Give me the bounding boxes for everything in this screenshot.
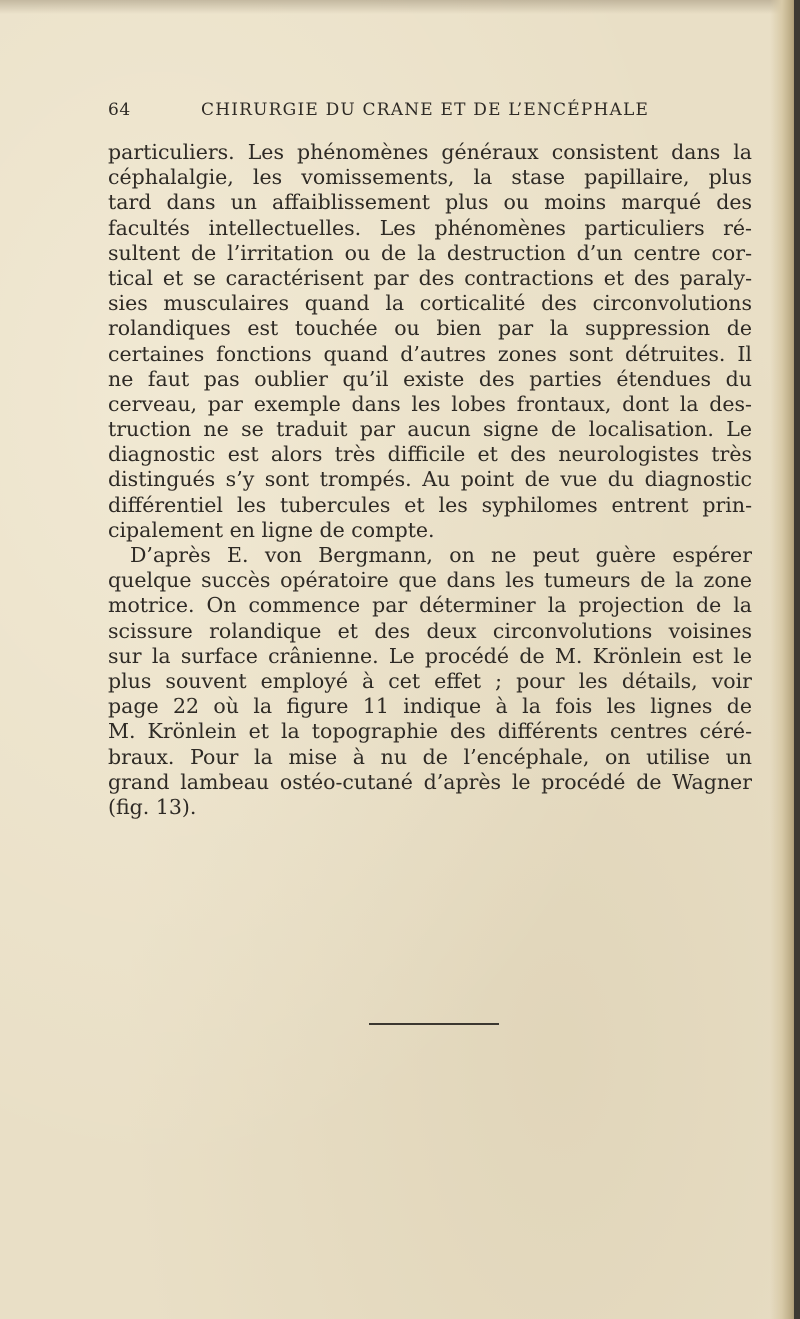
text-line: rolandiques est touchée ou bien par la suppression de <box>108 316 752 341</box>
text-line: différentiel les tubercules et les syphilomes entrent prin- <box>108 492 752 517</box>
text-line: braux. Pour la mise à nu de l’encéphale, on utilise un <box>108 744 752 769</box>
text-line: sur la surface crânienne. Le procédé de M. Krönlein est le <box>108 643 752 668</box>
text-line: (fig. 13). <box>108 794 197 819</box>
page-top-shadow <box>0 0 800 14</box>
text-line: tical et se caractérisent par des contractions et des paraly- <box>108 265 752 290</box>
text-line: ne faut pas oublier qu’il existe des parties étendues du <box>108 366 752 391</box>
text-line: D’après E. von Bergmann, on ne peut guère espérer <box>130 543 752 567</box>
text-line: diagnostic est alors très difficile et des neurologistes très <box>108 442 752 467</box>
text-line: sultent de l’irritation ou de la destruction d’un centre cor- <box>108 240 752 265</box>
text-line: sies musculaires quand la corticalité des circonvolutions <box>108 291 752 316</box>
text-line: page 22 où la figure 11 indique à la fois les lignes de <box>108 694 752 719</box>
paragraph-2 <box>108 543 752 820</box>
text-line: cerveau, par exemple dans les lobes frontaux, dont la des- <box>108 391 752 416</box>
running-title: CHIRURGIE DU CRANE ET DE L’ENCÉPHALE <box>201 100 650 120</box>
text-line: plus souvent employé à cet effet ; pour les détails, voir <box>108 668 752 693</box>
text-line: céphalalgie, les vomissements, la stase papillaire, plus <box>108 165 752 190</box>
text-line: motrice. On commence par déterminer la projection de la <box>108 593 752 618</box>
text-line: grand lambeau ostéo-cutané d’après le procédé de Wagner <box>108 769 752 794</box>
text-line: facultés intellectuelles. Les phénomènes particuliers ré- <box>108 215 752 240</box>
section-end-rule <box>369 1023 499 1025</box>
text-line: certaines fonctions quand d’autres zones sont détruites. Il <box>108 341 752 366</box>
text-line: tard dans un affaiblissement plus ou moins marqué des <box>108 190 752 215</box>
running-head <box>108 100 752 124</box>
paragraph-1 <box>108 140 752 543</box>
page-binding-edge <box>770 0 800 1319</box>
text-line: truction ne se traduit par aucun signe de localisation. Le <box>108 417 752 442</box>
text-line: scissure rolandique et des deux circonvolutions voisines <box>108 618 752 643</box>
text-line: particuliers. Les phénomènes généraux consistent dans la <box>108 140 752 164</box>
text-line: distingués s’y sont trompés. Au point de vue du diagnostic <box>108 467 752 492</box>
text-line: cipalement en ligne de compte. <box>108 517 435 542</box>
body-text <box>108 140 752 820</box>
page-number: 64 <box>108 100 131 120</box>
text-line: M. Krönlein et la topographie des différents centres céré- <box>108 719 752 744</box>
text-line: quelque succès opératoire que dans les tumeurs de la zone <box>108 568 752 593</box>
